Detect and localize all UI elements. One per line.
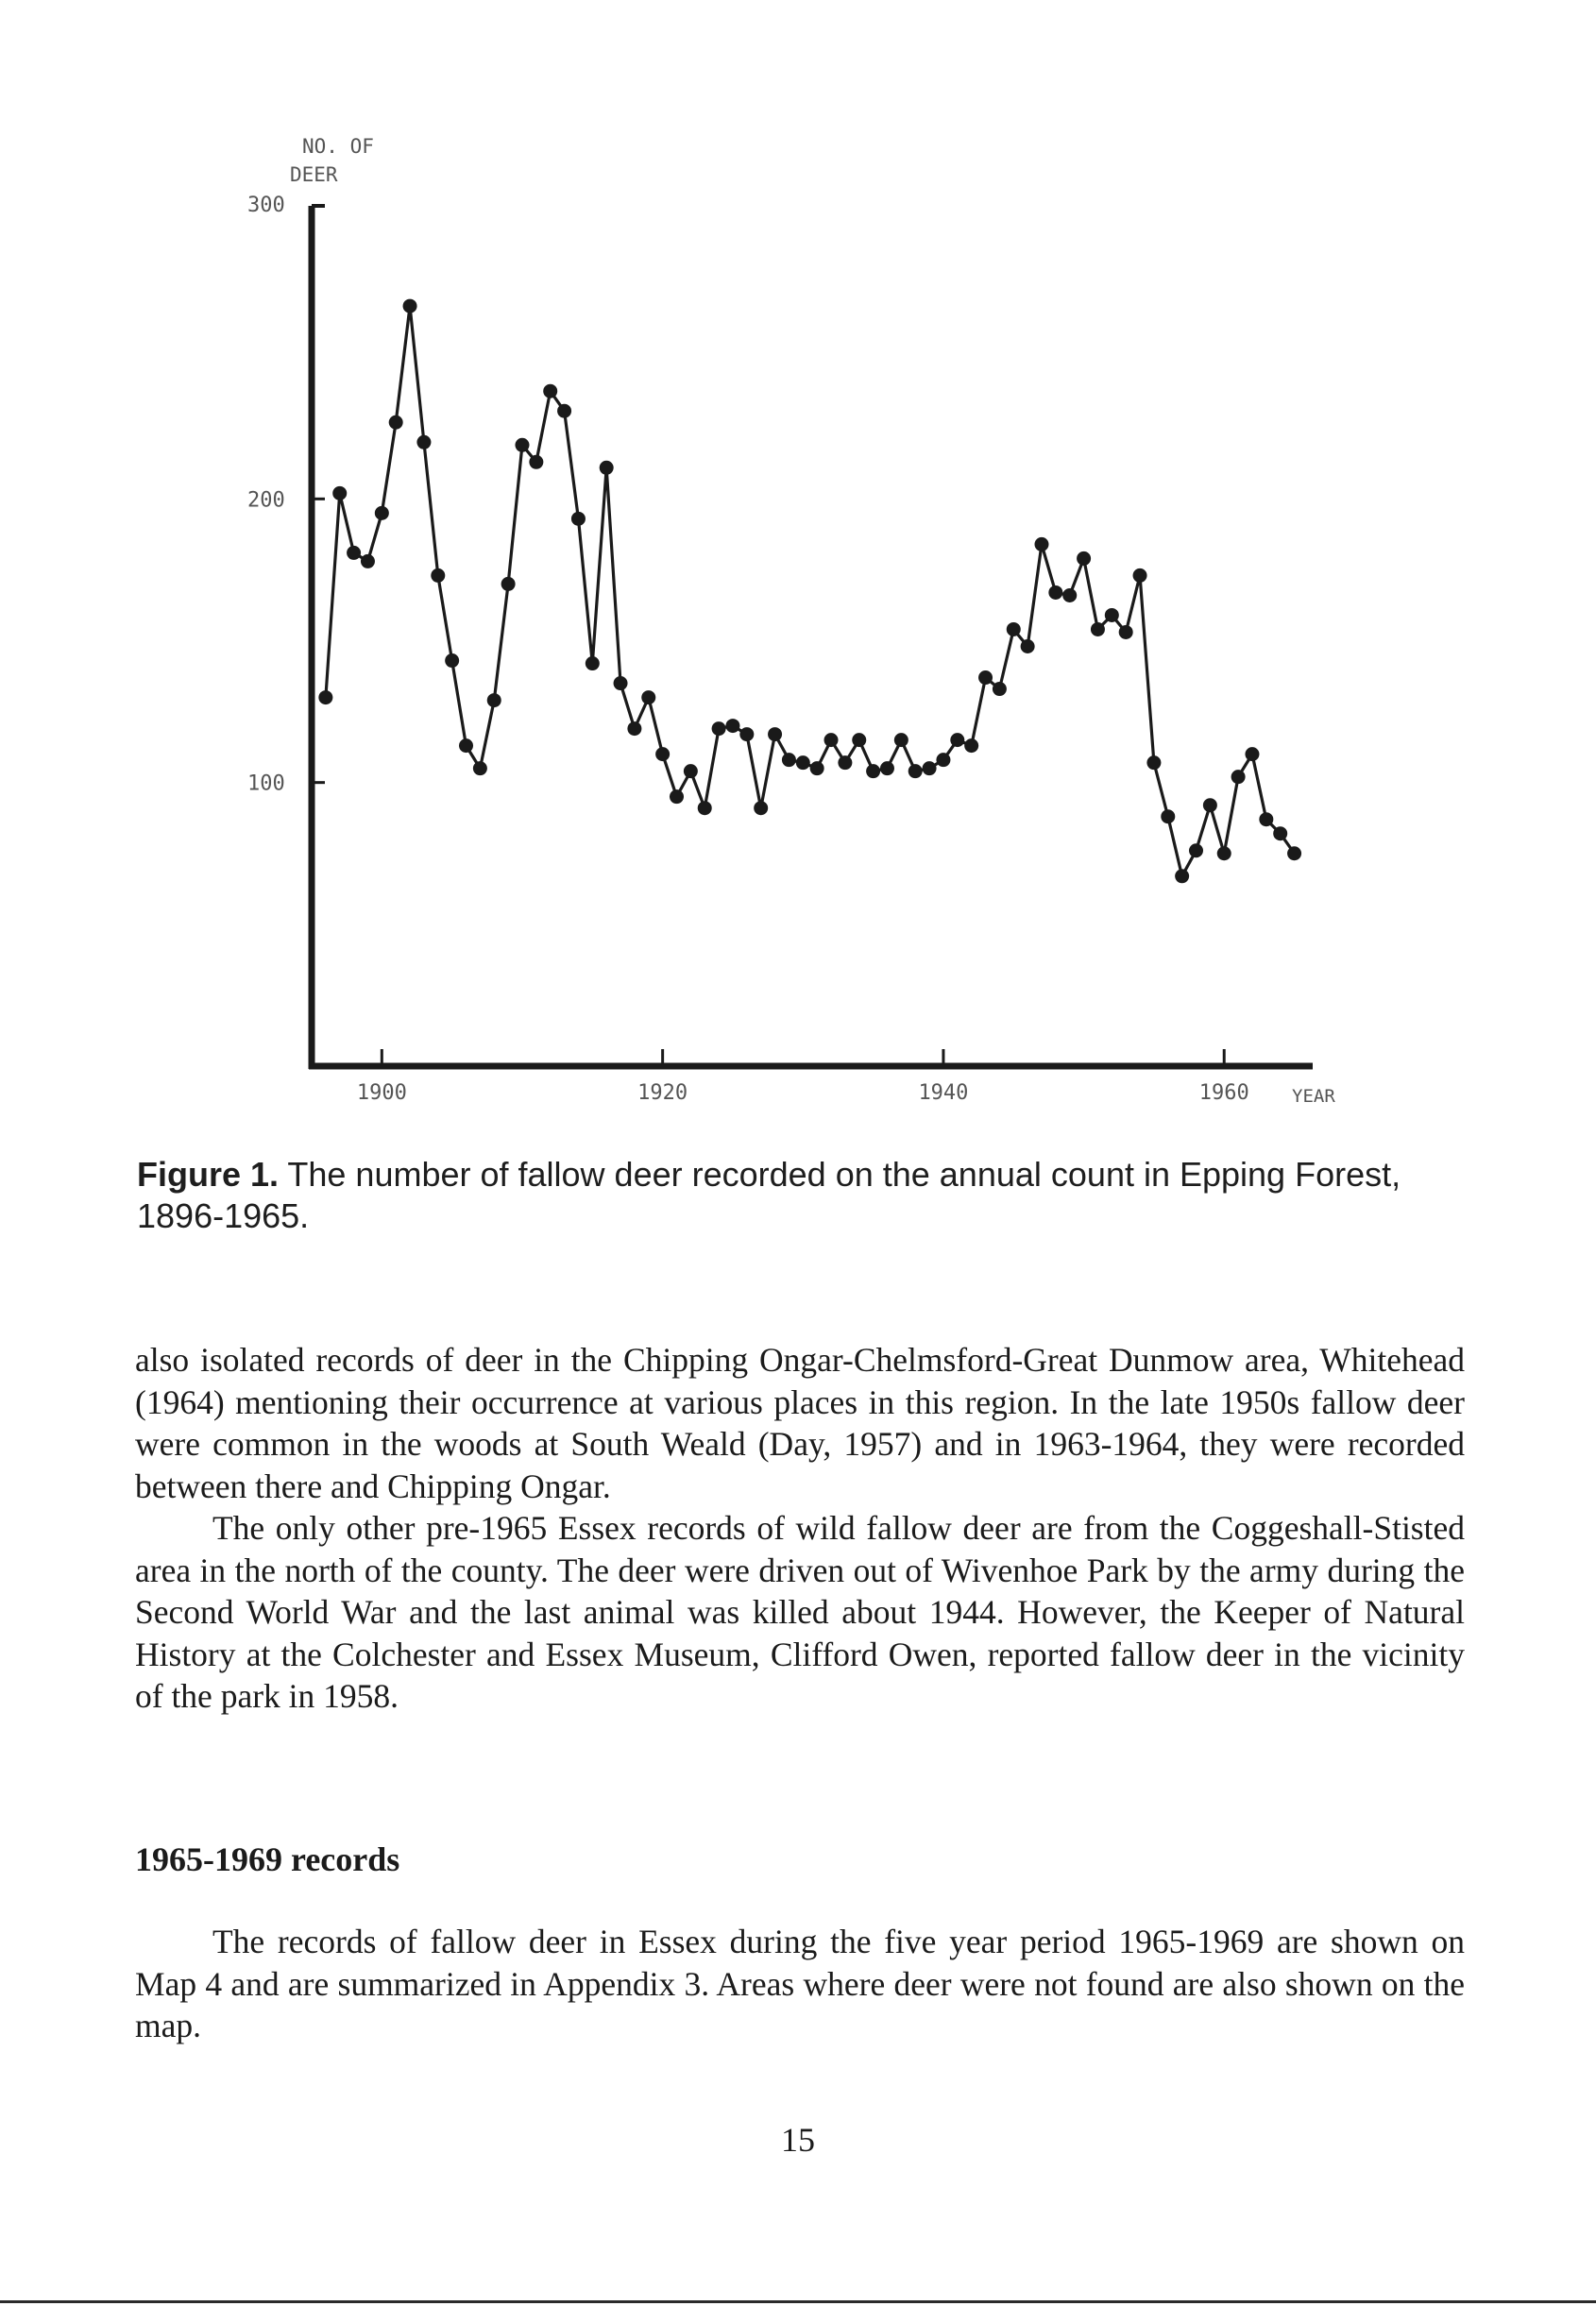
data-point — [571, 512, 586, 526]
data-point — [1048, 585, 1062, 600]
data-point — [978, 670, 993, 685]
data-point — [923, 761, 937, 775]
data-point — [655, 747, 670, 761]
data-point — [684, 764, 698, 778]
data-point — [936, 753, 950, 767]
data-point — [908, 764, 923, 778]
data-point — [964, 738, 978, 753]
data-point — [1007, 622, 1021, 636]
data-point — [431, 568, 445, 583]
data-point — [445, 653, 459, 668]
data-point — [416, 435, 431, 449]
x-axis-label: YEAR — [1292, 1086, 1335, 1107]
data-point — [1273, 826, 1287, 840]
y-axis-label-line-2: DEER — [290, 163, 338, 186]
data-point — [487, 693, 501, 707]
data-point — [824, 733, 839, 747]
data-point — [347, 546, 361, 560]
data-point — [1203, 798, 1217, 812]
data-point — [698, 801, 712, 815]
data-point — [866, 764, 880, 778]
data-point — [754, 801, 768, 815]
data-point — [1077, 551, 1091, 566]
body-text-bottom — [135, 1921, 1465, 2047]
figure-label: Figure 1. — [137, 1155, 280, 1194]
series-line — [326, 306, 1295, 876]
x-tick-label: 1960 — [1198, 1081, 1249, 1105]
data-point — [641, 690, 655, 704]
data-point — [670, 789, 684, 804]
x-tick-label: 1940 — [918, 1081, 969, 1105]
page-number: 15 — [781, 2121, 815, 2159]
data-point — [529, 455, 543, 469]
data-point — [993, 682, 1007, 696]
data-point — [1021, 639, 1035, 653]
data-point — [318, 690, 332, 704]
data-point — [473, 761, 487, 775]
x-tick-label: 1920 — [637, 1081, 688, 1105]
section-heading: 1965-1969 records — [135, 1840, 400, 1878]
data-point — [950, 733, 964, 747]
data-point — [1245, 747, 1259, 761]
bottom-rule — [0, 2300, 1596, 2303]
data-point — [543, 384, 557, 398]
deer-count-chart — [0, 0, 1596, 1133]
data-point — [627, 721, 641, 736]
data-point — [1119, 625, 1133, 639]
data-point — [1105, 608, 1119, 622]
data-point — [600, 461, 614, 475]
y-tick-label: 300 — [247, 194, 285, 217]
paragraph-1: also isolated records of deer in the Chipping Ongar-Chelmsford-Great Dunmow area, Whitehead (1964) mentioning their occurrence at various places in this region. In the late 1950s fallow deer were common in the woods at South Weald (Day, 1957) and in 1963-1964, they were recorded between there and Chipping Ongar. — [135, 1341, 1465, 1505]
data-point — [403, 299, 417, 314]
y-axis-label-line-1: NO. OF — [302, 135, 374, 158]
data-point — [557, 404, 571, 418]
data-point — [725, 719, 739, 733]
data-point — [1034, 537, 1048, 551]
figure-caption-text: The number of fallow deer recorded on the annual count in Epping Forest, 1896-1965. — [137, 1155, 1401, 1235]
data-point — [1231, 770, 1246, 784]
data-point — [614, 676, 628, 690]
data-point — [515, 438, 529, 452]
data-point — [782, 753, 796, 767]
data-point — [361, 554, 375, 568]
data-point — [375, 506, 389, 520]
paragraph-2: The only other pre-1965 Essex records of wild fallow deer are from the Coggeshall-Stisted area in the north of the county. The deer were driven out of Wivenhoe Park by the army during the Second World War and the last animal was killed about 1944. However, the Keeper of Natural History at the Colchester and Essex Museum, Clifford Owen, reported fallow deer in the vicinity of the park in 1958. — [135, 1509, 1465, 1715]
data-point — [501, 577, 516, 591]
data-point — [586, 656, 600, 670]
data-point — [894, 733, 908, 747]
data-point — [1287, 846, 1301, 860]
data-point — [1091, 622, 1105, 636]
data-point — [1133, 568, 1147, 583]
data-point — [880, 761, 894, 775]
data-point — [1062, 588, 1077, 602]
paragraph-3: The records of fallow deer in Essex during the five year period 1965-1969 are shown on Map 4 and are summarized in Appendix 3. Areas where deer were not found are also shown on the map. — [135, 1923, 1465, 2044]
data-point — [1175, 869, 1189, 883]
y-tick-label: 200 — [247, 488, 285, 513]
data-point — [796, 755, 810, 770]
data-point — [768, 727, 782, 741]
data-point — [1161, 809, 1175, 823]
body-text-top — [135, 1339, 1465, 1718]
figure-caption — [137, 1154, 1478, 1237]
data-point — [852, 733, 866, 747]
data-point — [1189, 843, 1203, 857]
data-point — [332, 486, 347, 500]
x-tick-label: 1900 — [356, 1081, 407, 1105]
y-tick-label: 100 — [247, 771, 285, 796]
data-point — [739, 727, 754, 741]
data-point — [459, 738, 473, 753]
data-point — [1217, 846, 1231, 860]
data-point — [389, 415, 403, 430]
data-point — [712, 721, 726, 736]
data-point — [1259, 812, 1273, 826]
data-point — [1146, 755, 1161, 770]
data-point — [838, 755, 852, 770]
data-point — [810, 761, 824, 775]
